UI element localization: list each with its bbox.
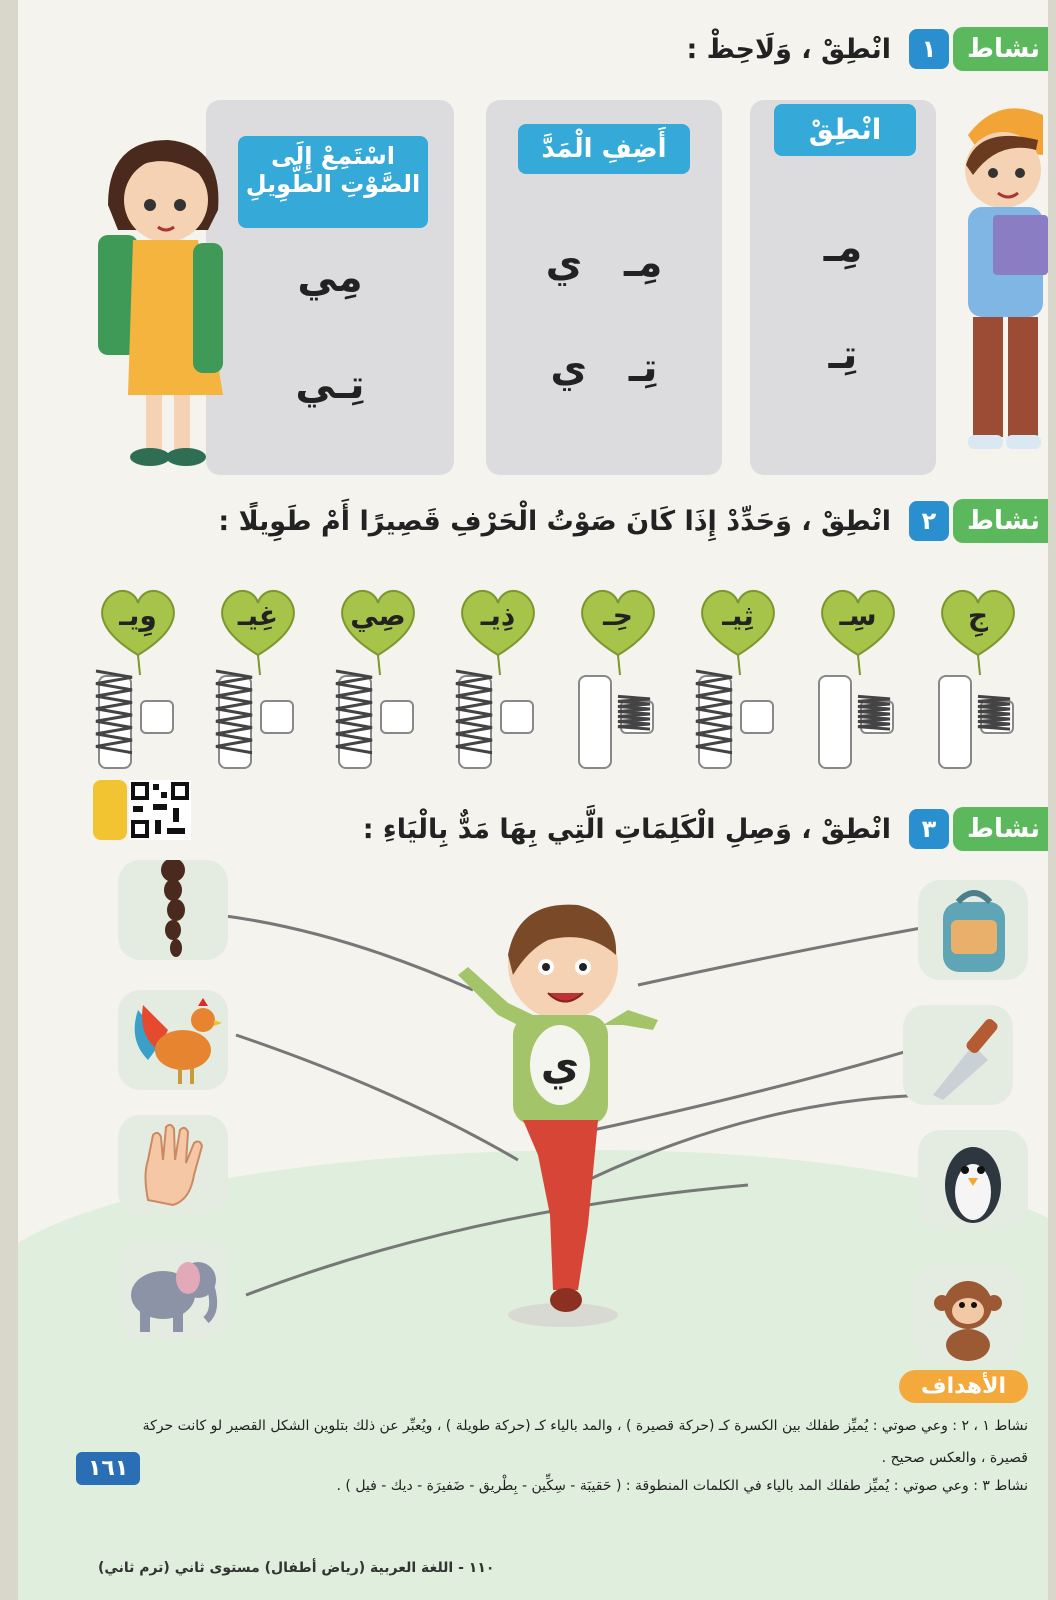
balloon-label-8: وِيـ [119,599,157,632]
balloon-label-6: صِي [350,599,406,632]
goals-title: الأهداف [899,1370,1028,1403]
column-listen-row2: تِـي [295,362,365,408]
activity3-tab: نشاط [953,807,1048,851]
picture-card-rooster[interactable] [118,990,228,1090]
balloon-label-7: غِيـ [237,599,279,632]
goals-section [108,1370,1028,1515]
rooster-icon [118,990,228,1090]
elephant-icon [118,1240,228,1340]
knife-icon [903,1005,1013,1105]
penguin-icon [918,1130,1028,1230]
activity1-number: ١ [909,29,949,69]
column-listen-row1: مِي [297,255,363,301]
activity2-number: ٢ [909,501,949,541]
boy-jumping-illustration [438,895,678,1335]
goal-line-1: نشاط ١ ، ٢ : وعي صوتي : يُميِّز طفلك بين الكسرة كـ (حركة قصيرة ) ، والمد بالياء كـ (حركة طويلة ) ، ويُعبِّر عن ذلك بتلوين الشكل القصير لو كانت حركة [142,1418,1028,1434]
picture-card-backpack[interactable] [918,880,1028,980]
column-pronounce-row1: مِـ [823,225,863,271]
page-number: ١٦١ [76,1452,140,1485]
activity3-instruction: انْطِقْ ، وَصِلِ الْكَلِمَاتِ الَّتِي بِهَا مَدٌّ بِالْيَاءِ : [362,813,891,845]
hand-icon [118,1115,228,1215]
column-add-madd-heading: أَضِفِ الْمَدَّ [518,124,690,174]
column-add-madd-row1: مِـ ي [545,240,663,286]
column-pronounce-row2: تِـ [828,332,858,378]
goal-line-3: نشاط ٣ : وعي صوتي : يُميِّز طفلك المد بالياء في الكلمات المنطوقة : ( حَقيبَة - سِكِّين - بِطْريق - ضَفيرَة - ديك - فيل ) . [336,1478,1028,1494]
activity2-tab: نشاط [953,499,1048,543]
picture-card-hand[interactable] [118,1115,228,1215]
column-pronounce-heading: انْطِقْ [774,104,916,156]
column-listen-heading-line1: اسْتَمِعْ إِلَى [271,142,395,170]
footer-text: ١١٠ - اللغة العربية (رياض أطفال) مستوى ثاني (ترم ثاني) [98,1560,495,1576]
monkey-icon [913,1265,1023,1365]
balloon-label-1: جِ [967,599,989,632]
picture-card-penguin[interactable] [918,1130,1028,1230]
backpack-icon [918,880,1028,980]
balloon-label-2: سِـ [839,599,877,632]
activity2-instruction: انْطِقْ ، وَحَدِّدْ إِذَا كَانَ صَوْتُ الْحَرْفِ قَصِيرًا أَمْ طَوِيلًا : [218,505,891,537]
column-add-madd-row2: تِـ ي [550,345,658,391]
picture-card-elephant[interactable] [118,1240,228,1340]
activity1-instruction: انْطِقْ ، وَلَاحِظْ : [686,33,891,65]
activity3-number: ٣ [909,809,949,849]
workbook-page [18,0,1048,1600]
shirt-letter: ي [540,1040,580,1089]
balloon-label-5: ذِيـ [480,599,516,632]
balloon-label-3: ثِيـ [722,599,754,632]
picture-card-braid[interactable] [118,860,228,960]
column-listen-heading-line2: الصَّوْتِ الطَّوِيلِ [245,170,421,198]
activity1-tab: نشاط [953,27,1048,71]
picture-card-knife[interactable] [903,1005,1013,1105]
goal-line-2: قصيرة ، والعكس صحيح . [881,1450,1028,1466]
braid-icon [118,860,228,960]
balloon-label-4: حِـ [603,599,633,632]
picture-card-monkey[interactable] [913,1265,1023,1365]
